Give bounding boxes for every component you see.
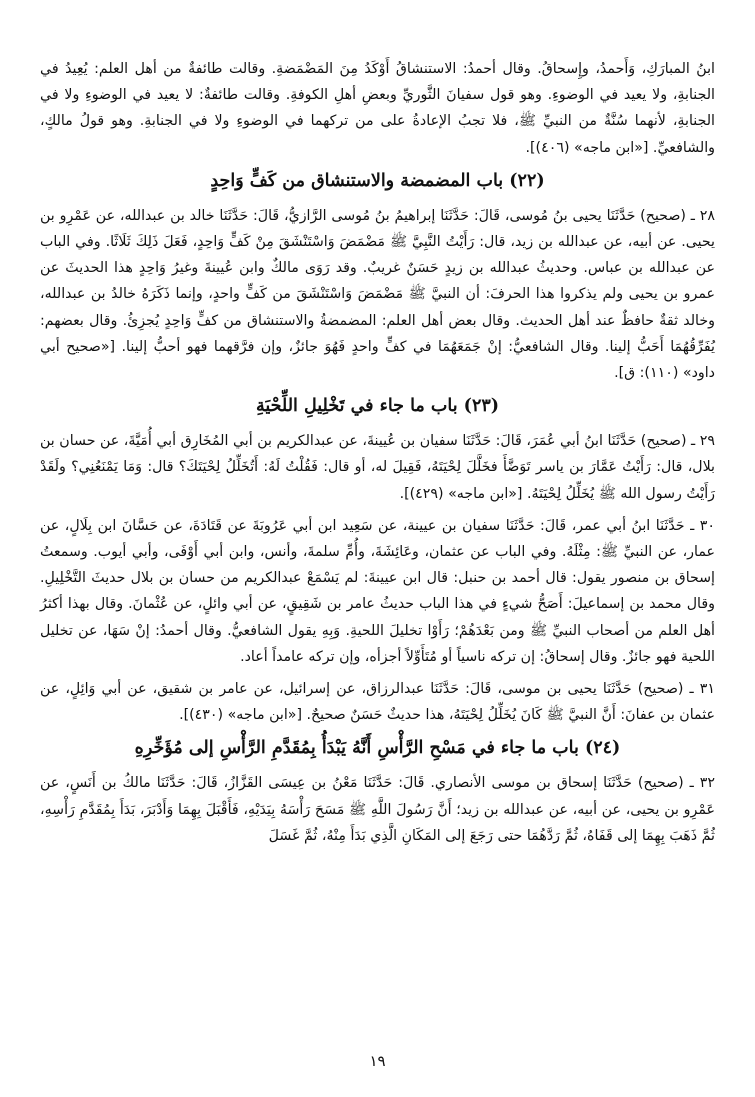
page-number: ١٩: [369, 1052, 386, 1070]
paragraph: ٢٨ ـ (صحيح) حَدَّثَنَا يحيى بنُ مُوسى، قَالَ: حَدَّثَنَا إبراهيمُ بنُ مُوسى الرَّازيُّ، قَالَ: حَدَّثَنَا خالد بن عبدالله، عن عَمْرِو بن يحيى. عن أبيه، عن عبدالله بن زيد، قال: رَأَيْتُ النَّبِيَّ ﷺ مَضْمَضَ وَاسْتَنْشَقَ مِنْ كَفٍّ وَاحِدٍ، فَعَلَ ذَلِكَ ثَلَاثًا. وفي الباب عن عبدالله بن عباس. وحديثُ عبدالله بن زيدٍ حَسَنٌ غريبٌ. وقد رَوَى مالكٌ وابن عُيينةَ وغيرُ وَاحِدٍ هذا الحديثَ عن عمرو بن يحيى ولم يذكروا هذا الحرفَ: أن النبيَّ ﷺ مَضْمَضَ وَاسْتَنْشَقَ من كَفٍّ واحدٍ، وإنما ذَكَرَهُ خالدُ بن عبدالله، وخالد ثقةٌ حافظٌ عند أهل الحديث. وقال بعض أهل العلم: المضمضةُ والاستنشاق من كفٍّ وَاحِدٍ يُجزِئُ. وقال بعضهم: يُفَرِّقُهُمَا أَحَبُّ إلينا. وقال الشافعيُّ: إنْ جَمَعَهُمَا في كفٍّ واحدٍ فَهُوَ جائزٌ، وإن فرَّقهما فهو أحبُّ إلينا. [«صحيح أبي داود» (١١٠): ق].: [40, 207, 715, 382]
paragraph: ٣٢ ـ (صحيح) حَدَّثَنَا إسحاق بن موسى الأنصاري. قَالَ: حَدَّثَنَا مَعْنُ بن عِيسَى القَزَّازُ، قَالَ: حَدَّثَنَا مالكُ بن أَنَسٍ، عن عَمْرِو بن يحيى، عن أبيه، عن عبدالله بن زيد؛ أَنَّ رَسُولَ اللَّهِ ﷺ مَسَحَ رَأْسَهُ بِيَدَيْهِ، فَأَقْبَلَ بِهِمَا وَأَدْبَرَ، بَدَأَ بِمُقَدَّمِ رَأْسِهِ، ثُمَّ ذَهَبَ بِهِمَا إلى قَفَاهُ، ثُمَّ رَدَّهُمَا حتى رَجَعَ إلى المَكَانِ الَّذِي بَدَأَ مِنْهُ، ثُمَّ غَسَلَ: [40, 775, 715, 844]
paragraph: ابنُ المبارَكِ، وَأَحمدُ، وإِسحاقُ. وقال أحمدُ: الاستنشاقُ أَوْكَدُ مِنَ المَضْمَضةِ. وقالت طائفةٌ من أهل العلم: يُعِيدُ في الجنابةِ، ولا يعيد في الوضوءِ. وهو قول سفيانَ الثَّوريِّ وبعضِ أهلِ الكوفةِ. وقالت طائفةٌ: لا يعيد في الوضوءِ ولا في الجنابةِ، لأنهما سُنَّةٌ من النبيِّ ﷺ، فلا تجبُ الإعادةُ على من تركهما في الوضوءِ ولا في الجنابةِ. وهو قولُ مالكٍ، والشافعيِّ. [«ابن ماجه» (٤٠٦)].: [40, 61, 715, 156]
page-content: [40, 56, 715, 849]
paragraph: ٢٩ ـ (صحيح) حَدَّثَنَا ابنُ أبي عُمَرَ، قَالَ: حَدَّثَنَا سفيان بن عُيينةَ، عن عبدالكريم بن أبي المُخَارِق أبي أُمَيَّةَ، عن حسان بن بلال، قال: رَأَيْتُ عَمَّارَ بن ياسر تَوَضَّأَ فخَلَّلَ لِحْيَتَهُ، فَقِيلَ له، أو قال: فَقُلْتُ لَهُ: أَتُخَلِّلُ لِحْيَتَكَ؟ قال: وَمَا يَمْنَعُنِي؟ ولَقَدْ رَأَيْتُ رسول الله ﷺ يُخَلِّلُ لِحْيَتَهُ. [«ابن ماجه» (٤٢٩)].: [40, 433, 715, 502]
section-heading: (٢٢) باب المضمضة والاستنشاق من كَفٍّ وَاحِدٍ: [210, 170, 545, 191]
paragraph: ٣١ ـ (صحيح) حَدَّثَنَا يحيى بن موسى، قَالَ: حَدَّثَنَا عبدالرزاق، عن إسرائيل، عن عامر بن شقيق، عن أبي وَائِلٍ، عن عثمان بن عفانَ: أَنَّ النبيَّ ﷺ كَانَ يُخَلِّلُ لِحْيَتَهُ، هذا حديثٌ حَسَنٌ صحيحٌ. [«ابن ماجه» (٤٣٠)].: [40, 681, 715, 724]
section-heading: (٢٤) باب ما جاء في مَسْحِ الرَّأْسِ أَنَّهُ يَبْدَأُ بِمُقَدَّمِ الرَّأْسِ إلى مُؤَخِّرِهِ: [134, 738, 621, 759]
paragraph: ٣٠ ـ حَدَّثَنَا ابنُ أبي عمر، قَالَ: حَدَّثَنَا سفيان بن عيينة، عن سَعِيد ابن أبي عَرُوبَةَ عن قَتَادَةَ، عن حَسَّانَ ابن بِلَالٍ، عن عمار، عن النبيِّ ﷺ: مِثْلَهُ. وفي الباب عن عثمان، وعَائِشَةَ، وأُمِّ سلمةَ، وأنس، وابن أبي أَوْفَى، وأبي أيوب. وسمعتُ إسحاق بن منصور يقول: قال أحمد بن حنبل: قال ابن عيينةَ: لم يَسْمَعْ عبدالكريم من حسان بن بلال حديثَ التَّخْلِيلِ. وقال محمد بن إسماعيلَ: أَصَحُّ شيءٍ في هذا الباب حديثُ عامر بن شَقِيقٍ، عن أبي وائلٍ، عن عُثْمانَ. وقال بهذا أكثرُ أهل العلم من أصحاب النبيِّ ﷺ ومن بَعْدَهُمْ؛ رَأَوْا تخليلَ اللحيةِ. وَبِهِ يقول الشافعيُّ. وقال أحمدُ: إنْ سَهَا، عن تخليل اللحية فهو جائزٌ. وقال إسحاقُ: إن تركه ناسياً أو مُتَأَوِّلاً أجزأه، وإن تركه عامداً أعاد.: [40, 517, 715, 665]
section-heading: (٢٣) باب ما جاء في تَخْلِيلِ اللِّحْيَةِ: [255, 396, 500, 417]
